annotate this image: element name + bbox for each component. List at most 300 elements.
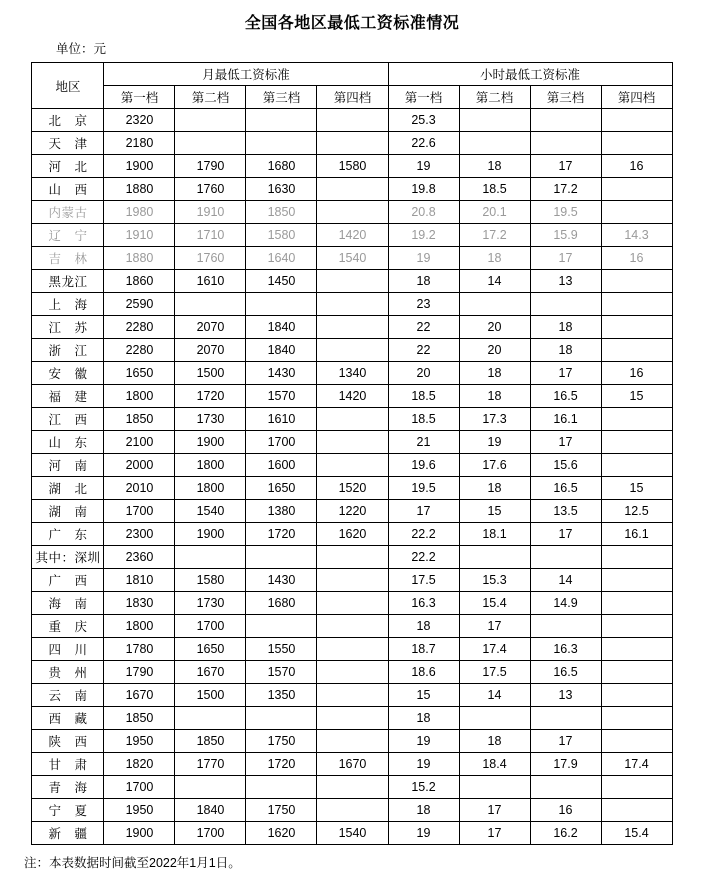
region-cell: 山 东 — [32, 431, 104, 454]
hour-tier-3-cell: 18 — [530, 339, 601, 362]
region-cell: 湖 北 — [32, 477, 104, 500]
month-tier-3-cell: 1750 — [246, 730, 317, 753]
hour-tier-4-cell: 16 — [601, 247, 672, 270]
region-cell: 江 西 — [32, 408, 104, 431]
month-tier-2-cell — [175, 109, 246, 132]
table-row — [32, 661, 672, 684]
month-tier-2-cell: 1650 — [175, 638, 246, 661]
month-tier-3-cell — [246, 293, 317, 316]
table-row — [32, 822, 672, 845]
hour-tier-3-cell — [530, 776, 601, 799]
hour-tier-3-cell — [530, 707, 601, 730]
month-tier-3-cell: 1430 — [246, 362, 317, 385]
hour-tier-1-cell: 18 — [388, 799, 459, 822]
hour-tier-3-cell: 18 — [530, 316, 601, 339]
hour-tier-3-cell: 17.9 — [530, 753, 601, 776]
hour-tier-3-cell: 13.5 — [530, 500, 601, 523]
month-tier-2-cell: 1770 — [175, 753, 246, 776]
hour-tier-1-cell: 15.2 — [388, 776, 459, 799]
month-tier-1-cell: 2280 — [104, 339, 175, 362]
month-tier-3-cell: 1840 — [246, 316, 317, 339]
unit-label: 单位：元 — [56, 42, 107, 56]
month-tier-2-cell: 1730 — [175, 592, 246, 615]
hour-tier-1-cell: 18 — [388, 270, 459, 293]
region-cell: 河 南 — [32, 454, 104, 477]
hour-tier-1-cell: 18.6 — [388, 661, 459, 684]
month-tier-1-cell: 1910 — [104, 224, 175, 247]
month-tier-2-cell: 1800 — [175, 454, 246, 477]
month-tier-4-cell — [317, 684, 388, 707]
hour-tier-2-cell: 17 — [459, 822, 530, 845]
hour-tier-2-cell: 17.6 — [459, 454, 530, 477]
region-cell: 新 疆 — [32, 822, 104, 845]
table-row — [32, 178, 672, 201]
table-body — [32, 109, 672, 845]
hour-tier-3-cell: 17 — [530, 362, 601, 385]
month-tier-4-cell — [317, 454, 388, 477]
month-tier-1-cell: 1850 — [104, 408, 175, 431]
region-cell: 青 海 — [32, 776, 104, 799]
region-cell: 河 北 — [32, 155, 104, 178]
hour-tier-2-cell: 15.4 — [459, 592, 530, 615]
region-cell: 甘 肃 — [32, 753, 104, 776]
hour-tier-1-cell: 19.2 — [388, 224, 459, 247]
hour-tier-4-cell — [601, 339, 672, 362]
hour-tier-1-cell: 18.5 — [388, 408, 459, 431]
month-tier-4-cell: 1540 — [317, 247, 388, 270]
month-tier-4-cell — [317, 776, 388, 799]
month-tier-2-cell: 1760 — [175, 247, 246, 270]
region-cell: 安 徽 — [32, 362, 104, 385]
month-tier-4-cell — [317, 546, 388, 569]
month-tier-3-cell: 1640 — [246, 247, 317, 270]
region-cell: 其中：深圳 — [32, 546, 104, 569]
table-row — [32, 132, 672, 155]
region-cell: 贵 州 — [32, 661, 104, 684]
header-hour-tier-1: 第一档 — [388, 86, 459, 109]
hour-tier-3-cell: 13 — [530, 270, 601, 293]
hour-tier-1-cell: 19.6 — [388, 454, 459, 477]
month-tier-1-cell: 1790 — [104, 661, 175, 684]
hour-tier-2-cell: 17.3 — [459, 408, 530, 431]
month-tier-2-cell: 1910 — [175, 201, 246, 224]
month-tier-4-cell: 1670 — [317, 753, 388, 776]
month-tier-2-cell: 1760 — [175, 178, 246, 201]
hour-tier-4-cell — [601, 270, 672, 293]
hour-tier-3-cell: 17 — [530, 247, 601, 270]
hour-tier-1-cell: 19 — [388, 753, 459, 776]
hour-tier-1-cell: 20 — [388, 362, 459, 385]
month-tier-4-cell — [317, 408, 388, 431]
hour-tier-4-cell: 15 — [601, 477, 672, 500]
month-tier-1-cell: 1900 — [104, 155, 175, 178]
hour-tier-4-cell — [601, 592, 672, 615]
month-tier-3-cell: 1680 — [246, 155, 317, 178]
month-tier-1-cell: 2280 — [104, 316, 175, 339]
minimum-wage-table — [31, 62, 672, 845]
hour-tier-4-cell: 16 — [601, 155, 672, 178]
hour-tier-2-cell: 20 — [459, 339, 530, 362]
hour-tier-1-cell: 18.7 — [388, 638, 459, 661]
table-row — [32, 730, 672, 753]
month-tier-2-cell: 1850 — [175, 730, 246, 753]
hour-tier-1-cell: 22.2 — [388, 546, 459, 569]
hour-tier-4-cell — [601, 293, 672, 316]
month-tier-2-cell: 1700 — [175, 822, 246, 845]
month-tier-3-cell: 1570 — [246, 661, 317, 684]
hour-tier-1-cell: 22.6 — [388, 132, 459, 155]
region-cell: 上 海 — [32, 293, 104, 316]
month-tier-1-cell: 1980 — [104, 201, 175, 224]
month-tier-3-cell: 1750 — [246, 799, 317, 822]
month-tier-1-cell: 2010 — [104, 477, 175, 500]
month-tier-1-cell: 2320 — [104, 109, 175, 132]
table-row — [32, 454, 672, 477]
hour-tier-3-cell: 17 — [530, 523, 601, 546]
month-tier-3-cell: 1380 — [246, 500, 317, 523]
hour-tier-3-cell: 14.9 — [530, 592, 601, 615]
month-tier-2-cell: 2070 — [175, 316, 246, 339]
hour-tier-2-cell: 17.5 — [459, 661, 530, 684]
hour-tier-3-cell — [530, 132, 601, 155]
table-row — [32, 776, 672, 799]
table-row — [32, 684, 672, 707]
hour-tier-4-cell — [601, 569, 672, 592]
hour-tier-2-cell: 18.4 — [459, 753, 530, 776]
month-tier-4-cell — [317, 109, 388, 132]
table-row — [32, 569, 672, 592]
month-tier-1-cell: 2180 — [104, 132, 175, 155]
month-tier-2-cell: 1710 — [175, 224, 246, 247]
region-cell: 湖 南 — [32, 500, 104, 523]
hour-tier-4-cell — [601, 661, 672, 684]
month-tier-1-cell: 1880 — [104, 247, 175, 270]
table-row — [32, 109, 672, 132]
month-tier-4-cell: 1420 — [317, 224, 388, 247]
hour-tier-4-cell: 16 — [601, 362, 672, 385]
month-tier-4-cell — [317, 592, 388, 615]
hour-tier-3-cell: 16.1 — [530, 408, 601, 431]
hour-tier-2-cell: 18.1 — [459, 523, 530, 546]
hour-tier-3-cell: 16.5 — [530, 477, 601, 500]
hour-tier-3-cell: 13 — [530, 684, 601, 707]
header-hour-tier-4: 第四档 — [601, 86, 672, 109]
header-group-hour: 小时最低工资标准 — [388, 63, 672, 86]
month-tier-3-cell: 1430 — [246, 569, 317, 592]
region-cell: 海 南 — [32, 592, 104, 615]
month-tier-3-cell: 1620 — [246, 822, 317, 845]
hour-tier-3-cell — [530, 546, 601, 569]
region-cell: 重 庆 — [32, 615, 104, 638]
table-row — [32, 546, 672, 569]
hour-tier-1-cell: 19.5 — [388, 477, 459, 500]
table-row — [32, 155, 672, 178]
header-month-tier-2: 第二档 — [175, 86, 246, 109]
table-row — [32, 753, 672, 776]
hour-tier-1-cell: 18.5 — [388, 385, 459, 408]
region-cell: 西 藏 — [32, 707, 104, 730]
table-row — [32, 362, 672, 385]
month-tier-3-cell — [246, 109, 317, 132]
hour-tier-4-cell — [601, 799, 672, 822]
month-tier-4-cell: 1340 — [317, 362, 388, 385]
region-cell: 广 东 — [32, 523, 104, 546]
hour-tier-3-cell: 15.6 — [530, 454, 601, 477]
month-tier-1-cell: 2590 — [104, 293, 175, 316]
month-tier-2-cell: 1610 — [175, 270, 246, 293]
month-tier-4-cell — [317, 431, 388, 454]
region-cell: 黑龙江 — [32, 270, 104, 293]
table-row — [32, 224, 672, 247]
hour-tier-3-cell: 15.9 — [530, 224, 601, 247]
hour-tier-2-cell: 18 — [459, 730, 530, 753]
table-note: 注：本表数据时间截至2022年1月1日。 — [24, 856, 241, 870]
month-tier-4-cell: 1620 — [317, 523, 388, 546]
month-tier-3-cell: 1840 — [246, 339, 317, 362]
month-tier-3-cell: 1720 — [246, 523, 317, 546]
month-tier-3-cell: 1550 — [246, 638, 317, 661]
hour-tier-1-cell: 22.2 — [388, 523, 459, 546]
hour-tier-1-cell: 19 — [388, 247, 459, 270]
table-row — [32, 316, 672, 339]
table-row — [32, 431, 672, 454]
hour-tier-1-cell: 15 — [388, 684, 459, 707]
month-tier-1-cell: 2100 — [104, 431, 175, 454]
hour-tier-3-cell: 17 — [530, 155, 601, 178]
month-tier-1-cell: 1900 — [104, 822, 175, 845]
hour-tier-1-cell: 19 — [388, 822, 459, 845]
hour-tier-1-cell: 20.8 — [388, 201, 459, 224]
month-tier-3-cell: 1580 — [246, 224, 317, 247]
hour-tier-2-cell: 18.5 — [459, 178, 530, 201]
month-tier-1-cell: 1780 — [104, 638, 175, 661]
month-tier-2-cell: 1540 — [175, 500, 246, 523]
month-tier-3-cell: 1720 — [246, 753, 317, 776]
table-row — [32, 523, 672, 546]
month-tier-2-cell: 1500 — [175, 362, 246, 385]
hour-tier-3-cell: 16.3 — [530, 638, 601, 661]
header-group-month: 月最低工资标准 — [104, 63, 388, 86]
month-tier-3-cell: 1350 — [246, 684, 317, 707]
month-tier-3-cell — [246, 776, 317, 799]
month-tier-3-cell — [246, 707, 317, 730]
month-tier-2-cell: 1900 — [175, 431, 246, 454]
hour-tier-1-cell: 19 — [388, 155, 459, 178]
hour-tier-1-cell: 16.3 — [388, 592, 459, 615]
table-row — [32, 799, 672, 822]
month-tier-1-cell: 1650 — [104, 362, 175, 385]
region-cell: 山 西 — [32, 178, 104, 201]
hour-tier-4-cell — [601, 109, 672, 132]
hour-tier-4-cell — [601, 730, 672, 753]
hour-tier-4-cell — [601, 707, 672, 730]
hour-tier-2-cell: 18 — [459, 362, 530, 385]
table-row — [32, 592, 672, 615]
hour-tier-1-cell: 21 — [388, 431, 459, 454]
month-tier-3-cell: 1610 — [246, 408, 317, 431]
hour-tier-4-cell — [601, 638, 672, 661]
hour-tier-1-cell: 19.8 — [388, 178, 459, 201]
header-month-tier-1: 第一档 — [104, 86, 175, 109]
table-row — [32, 270, 672, 293]
month-tier-2-cell: 2070 — [175, 339, 246, 362]
month-tier-4-cell — [317, 316, 388, 339]
table-head — [32, 63, 672, 109]
region-cell: 云 南 — [32, 684, 104, 707]
hour-tier-4-cell — [601, 132, 672, 155]
hour-tier-4-cell — [601, 776, 672, 799]
month-tier-2-cell — [175, 707, 246, 730]
month-tier-3-cell: 1680 — [246, 592, 317, 615]
month-tier-1-cell: 1700 — [104, 776, 175, 799]
hour-tier-4-cell: 12.5 — [601, 500, 672, 523]
month-tier-4-cell — [317, 178, 388, 201]
month-tier-1-cell: 1700 — [104, 500, 175, 523]
month-tier-4-cell — [317, 293, 388, 316]
month-tier-4-cell: 1220 — [317, 500, 388, 523]
table-row — [32, 707, 672, 730]
month-tier-2-cell: 1670 — [175, 661, 246, 684]
month-tier-2-cell: 1800 — [175, 477, 246, 500]
month-tier-2-cell: 1730 — [175, 408, 246, 431]
hour-tier-3-cell: 16.2 — [530, 822, 601, 845]
hour-tier-2-cell — [459, 546, 530, 569]
page-title: 全国各地区最低工资标准情况 — [244, 15, 460, 32]
hour-tier-4-cell: 15.4 — [601, 822, 672, 845]
month-tier-4-cell: 1420 — [317, 385, 388, 408]
month-tier-2-cell: 1900 — [175, 523, 246, 546]
hour-tier-4-cell — [601, 615, 672, 638]
month-tier-2-cell: 1500 — [175, 684, 246, 707]
month-tier-4-cell: 1580 — [317, 155, 388, 178]
hour-tier-1-cell: 23 — [388, 293, 459, 316]
table-row — [32, 339, 672, 362]
hour-tier-2-cell: 20.1 — [459, 201, 530, 224]
month-tier-3-cell: 1450 — [246, 270, 317, 293]
month-tier-3-cell: 1600 — [246, 454, 317, 477]
month-tier-1-cell: 1950 — [104, 730, 175, 753]
hour-tier-3-cell: 19.5 — [530, 201, 601, 224]
region-cell: 宁 夏 — [32, 799, 104, 822]
hour-tier-3-cell: 14 — [530, 569, 601, 592]
hour-tier-4-cell: 15 — [601, 385, 672, 408]
hour-tier-2-cell: 18 — [459, 477, 530, 500]
month-tier-4-cell — [317, 132, 388, 155]
hour-tier-1-cell: 17.5 — [388, 569, 459, 592]
hour-tier-2-cell: 14 — [459, 684, 530, 707]
hour-tier-1-cell: 17 — [388, 500, 459, 523]
hour-tier-2-cell — [459, 132, 530, 155]
hour-tier-2-cell: 14 — [459, 270, 530, 293]
month-tier-4-cell — [317, 707, 388, 730]
table-row — [32, 615, 672, 638]
hour-tier-2-cell: 17.4 — [459, 638, 530, 661]
hour-tier-4-cell: 14.3 — [601, 224, 672, 247]
region-cell: 江 苏 — [32, 316, 104, 339]
hour-tier-3-cell — [530, 293, 601, 316]
region-cell: 四 川 — [32, 638, 104, 661]
month-tier-4-cell: 1540 — [317, 822, 388, 845]
region-cell: 陕 西 — [32, 730, 104, 753]
month-tier-1-cell: 1950 — [104, 799, 175, 822]
hour-tier-2-cell: 15 — [459, 500, 530, 523]
hour-tier-2-cell: 20 — [459, 316, 530, 339]
month-tier-1-cell: 1820 — [104, 753, 175, 776]
header-month-tier-4: 第四档 — [317, 86, 388, 109]
month-tier-2-cell — [175, 132, 246, 155]
month-tier-3-cell: 1570 — [246, 385, 317, 408]
table-row — [32, 201, 672, 224]
month-tier-3-cell: 1850 — [246, 201, 317, 224]
month-tier-1-cell: 2000 — [104, 454, 175, 477]
hour-tier-1-cell: 25.3 — [388, 109, 459, 132]
region-cell: 辽 宁 — [32, 224, 104, 247]
month-tier-4-cell — [317, 615, 388, 638]
region-cell: 北 京 — [32, 109, 104, 132]
table-row — [32, 477, 672, 500]
hour-tier-2-cell: 17.2 — [459, 224, 530, 247]
hour-tier-4-cell — [601, 408, 672, 431]
hour-tier-1-cell: 18 — [388, 615, 459, 638]
region-cell: 浙 江 — [32, 339, 104, 362]
hour-tier-2-cell: 19 — [459, 431, 530, 454]
region-cell: 内蒙古 — [32, 201, 104, 224]
hour-tier-2-cell — [459, 293, 530, 316]
hour-tier-3-cell: 17 — [530, 730, 601, 753]
month-tier-1-cell: 2360 — [104, 546, 175, 569]
month-tier-1-cell: 1830 — [104, 592, 175, 615]
month-tier-2-cell: 1840 — [175, 799, 246, 822]
month-tier-4-cell — [317, 661, 388, 684]
header-month-tier-3: 第三档 — [246, 86, 317, 109]
header-region: 地区 — [32, 63, 104, 109]
hour-tier-4-cell — [601, 454, 672, 477]
hour-tier-4-cell — [601, 431, 672, 454]
hour-tier-3-cell — [530, 109, 601, 132]
hour-tier-1-cell: 22 — [388, 339, 459, 362]
month-tier-4-cell — [317, 270, 388, 293]
month-tier-2-cell — [175, 293, 246, 316]
region-cell: 广 西 — [32, 569, 104, 592]
table-row — [32, 408, 672, 431]
month-tier-3-cell — [246, 132, 317, 155]
hour-tier-3-cell — [530, 615, 601, 638]
region-cell: 天 津 — [32, 132, 104, 155]
hour-tier-4-cell — [601, 546, 672, 569]
month-tier-4-cell — [317, 730, 388, 753]
hour-tier-1-cell: 18 — [388, 707, 459, 730]
month-tier-2-cell: 1700 — [175, 615, 246, 638]
hour-tier-4-cell — [601, 316, 672, 339]
region-cell: 吉 林 — [32, 247, 104, 270]
month-tier-3-cell: 1650 — [246, 477, 317, 500]
month-tier-4-cell — [317, 201, 388, 224]
hour-tier-3-cell: 16.5 — [530, 385, 601, 408]
month-tier-4-cell — [317, 799, 388, 822]
header-row-groups — [32, 63, 672, 86]
region-cell: 福 建 — [32, 385, 104, 408]
table-row — [32, 247, 672, 270]
month-tier-4-cell: 1520 — [317, 477, 388, 500]
hour-tier-2-cell: 17 — [459, 799, 530, 822]
hour-tier-3-cell: 16 — [530, 799, 601, 822]
hour-tier-2-cell: 15.3 — [459, 569, 530, 592]
header-hour-tier-3: 第三档 — [530, 86, 601, 109]
hour-tier-2-cell: 18 — [459, 385, 530, 408]
table-row — [32, 293, 672, 316]
month-tier-1-cell: 1800 — [104, 615, 175, 638]
month-tier-1-cell: 1800 — [104, 385, 175, 408]
